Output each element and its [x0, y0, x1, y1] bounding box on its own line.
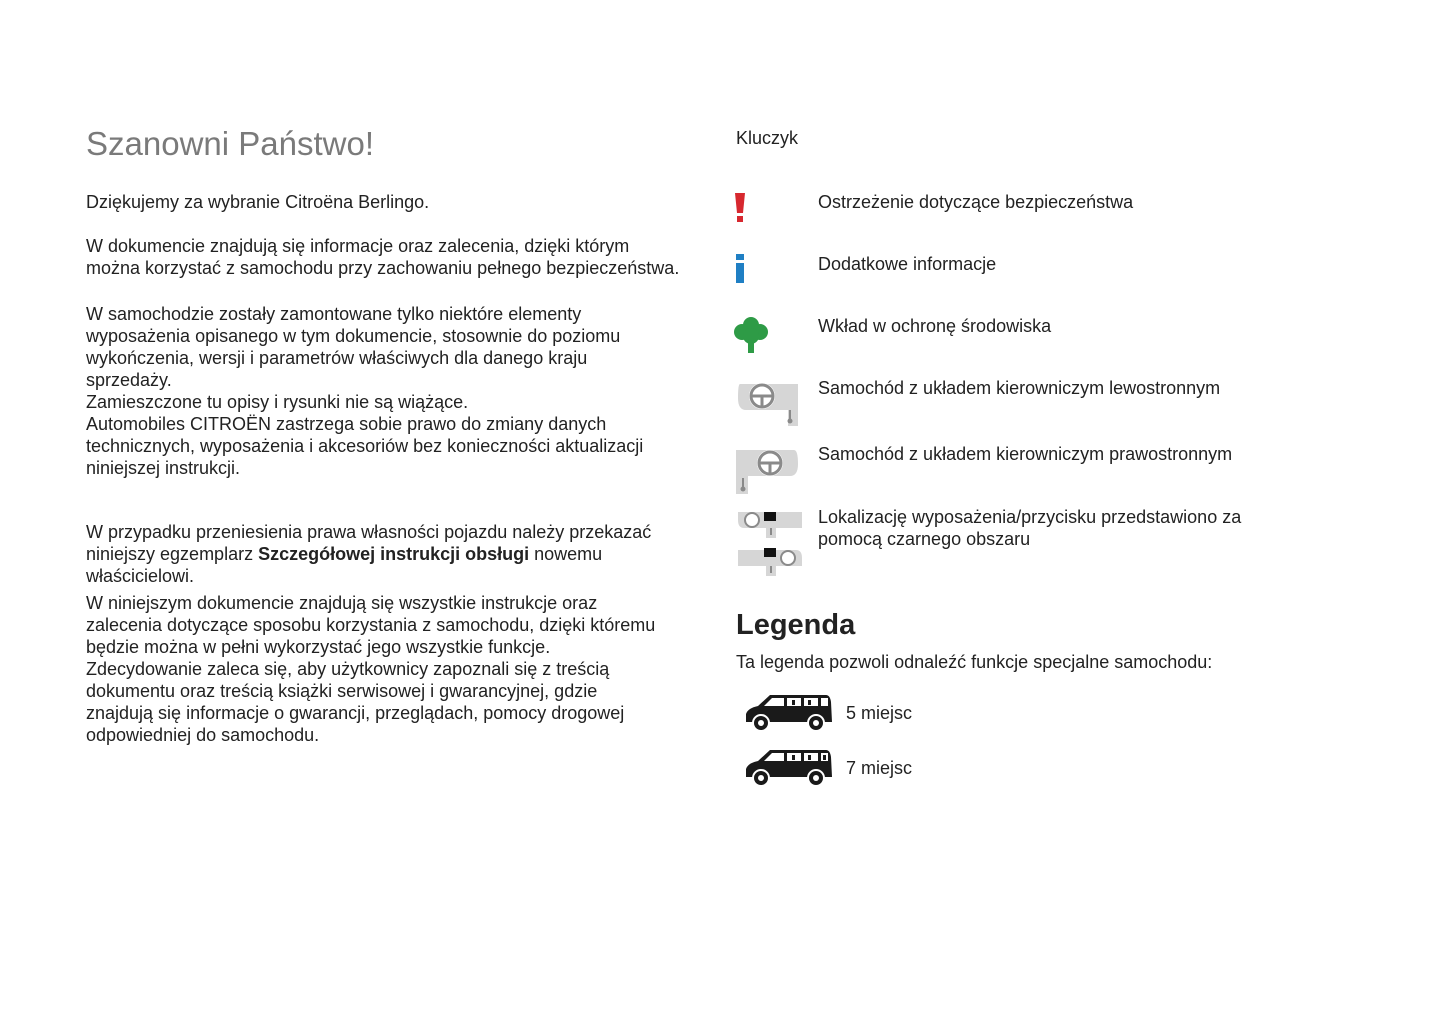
legend-item-7-seats-label: 7 miejsc — [846, 758, 913, 778]
paragraph-equipment: W samochodzie zostały zamontowane tylko niektóre elementy wyposażenia opisanego w tym dokumencie, stosownie do poziomu wykończenia, wersji i parametrów właściwych dla danego kraju sprzedaży. — [86, 304, 621, 390]
ownership-text-after: nowemu właścicielowi. — [86, 544, 603, 586]
car-7-seats-icon — [744, 747, 834, 789]
warning-icon — [733, 192, 747, 224]
paragraph-ownership-transfer — [86, 521, 686, 587]
key-item-info-label: Dodatkowe informacje — [818, 254, 997, 274]
legend-item-5-seats-label: 5 miejsc — [846, 703, 913, 723]
paragraph-document-info: W dokumencie znajdują się informacje oraz zalecenia, dzięki którym można korzystać z samochodu przy zachowaniu pełnego bezpieczeństwa. — [86, 236, 680, 278]
paragraph-citroen-rights: Automobiles CITROËN zastrzega sobie prawo do zmiany danych technicznych, wyposażenia i akcesoriów bez konieczności aktualizacji niniejszej instrukcji. — [86, 414, 644, 478]
info-icon — [734, 254, 746, 284]
car-5-seats-icon — [744, 692, 834, 734]
key-item-eco-label: Wkład w ochronę środowiska — [818, 316, 1052, 336]
ownership-text-bold: Szczegółowej instrukcji obsługi — [258, 544, 530, 564]
paragraph-not-binding: Zamieszczone tu opisy i rysunki nie są wiążące. — [86, 392, 469, 412]
key-item-lhd-label: Samochód z układem kierowniczym lewostronnym — [818, 378, 1221, 398]
ownership-text-before: W przypadku przeniesienia prawa własności pojazdu należy przekazać niniejszy egzemplarz — [86, 522, 652, 564]
key-title: Kluczyk — [736, 128, 799, 148]
right-hand-drive-icon — [736, 446, 800, 496]
left-hand-drive-icon — [736, 380, 800, 428]
key-item-warning-label: Ostrzeżenie dotyczące bezpieczeństwa — [818, 192, 1134, 212]
legend-description: Ta legenda pozwoli odnaleźć funkcje specjalne samochodu: — [736, 652, 1213, 672]
key-item-rhd-label: Samochód z układem kierowniczym prawostronnym — [818, 444, 1233, 464]
paragraph-thanks: Dziękujemy za wybranie Citroëna Berlingo. — [86, 192, 430, 212]
tree-icon — [734, 316, 768, 354]
page-title: Szanowni Państwo! — [86, 125, 374, 162]
legend-title: Legenda — [736, 609, 856, 641]
location-black-area-icon — [736, 508, 804, 578]
key-item-location-label: Lokalizację wyposażenia/przycisku przedstawiono za pomocą czarnego obszaru — [818, 507, 1242, 549]
paragraph-instructions: W niniejszym dokumencie znajdują się wszystkie instrukcje oraz zalecenia dotyczące sposobu korzystania z samochodu, dzięki któremu będzie można w pełni wykorzystać jego wszystkie funkcje. Zdecydowanie zaleca się, aby użytkownicy zapoznali się z treścią dokumentu oraz treścią książki serwisowej i gwarancyjnej, gdzie znajdują się informacje o gwarancji, przeglądach, pomocy drogowej odpowiedniej do samochodu. — [86, 593, 656, 745]
